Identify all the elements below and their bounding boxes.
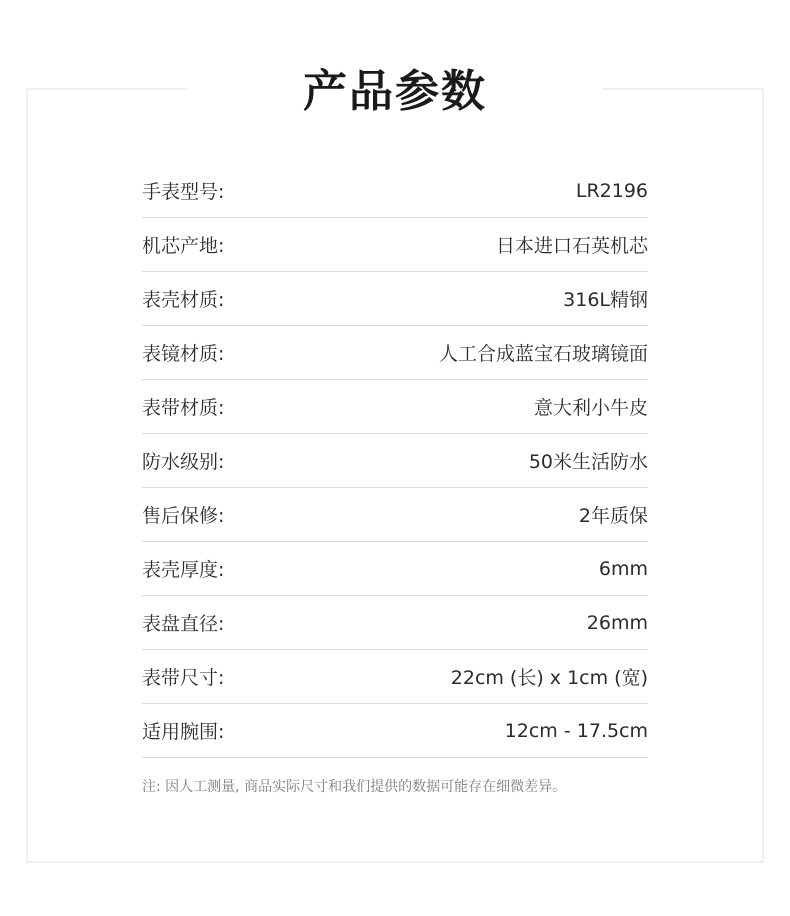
spec-value: LR2196 (575, 179, 648, 202)
spec-value: 人工合成蓝宝石玻璃镜面 (438, 343, 648, 365)
spec-value: 意大利小牛皮 (533, 397, 648, 419)
spec-value: 日本进口石英机芯 (495, 235, 648, 257)
spec-value: 12cm - 17.5cm (504, 719, 648, 742)
spec-label: 表壳材质: (142, 289, 225, 311)
spec-label: 防水级别: (142, 451, 225, 473)
spec-row-wrist-size (142, 704, 648, 758)
spec-row-water-resistance (142, 434, 648, 488)
spec-label: 机芯产地: (142, 235, 225, 257)
spec-row-strap-size (142, 650, 648, 704)
measurement-note: 注: 因人工测量, 商品实际尺寸和我们提供的数据可能存在细微差异。 (142, 779, 567, 795)
spec-label: 表带尺寸: (142, 667, 225, 689)
spec-row-case-material (142, 272, 648, 326)
spec-label: 表镜材质: (142, 343, 225, 365)
spec-value: 6mm (598, 557, 648, 580)
spec-row-dial-diameter (142, 596, 648, 650)
spec-row-movement (142, 218, 648, 272)
spec-label: 售后保修: (142, 505, 225, 527)
page-title: 产品参数 (303, 66, 487, 117)
spec-row-model (142, 164, 648, 218)
spec-row-case-thickness (142, 542, 648, 596)
title-area (188, 60, 602, 124)
spec-row-crystal (142, 326, 648, 380)
spec-value: 22cm (长) x 1cm (宽) (450, 667, 648, 689)
spec-row-strap-material (142, 380, 648, 434)
spec-label: 表盘直径: (142, 613, 225, 635)
spec-value: 26mm (586, 611, 648, 634)
spec-label: 适用腕围: (142, 721, 225, 743)
spec-label: 手表型号: (142, 181, 225, 203)
spec-table (142, 164, 648, 758)
spec-row-warranty (142, 488, 648, 542)
spec-label: 表带材质: (142, 397, 225, 419)
spec-label: 表壳厚度: (142, 559, 225, 581)
spec-value: 316L精钢 (563, 289, 648, 311)
spec-value: 2年质保 (578, 505, 648, 527)
spec-value: 50米生活防水 (528, 451, 648, 473)
